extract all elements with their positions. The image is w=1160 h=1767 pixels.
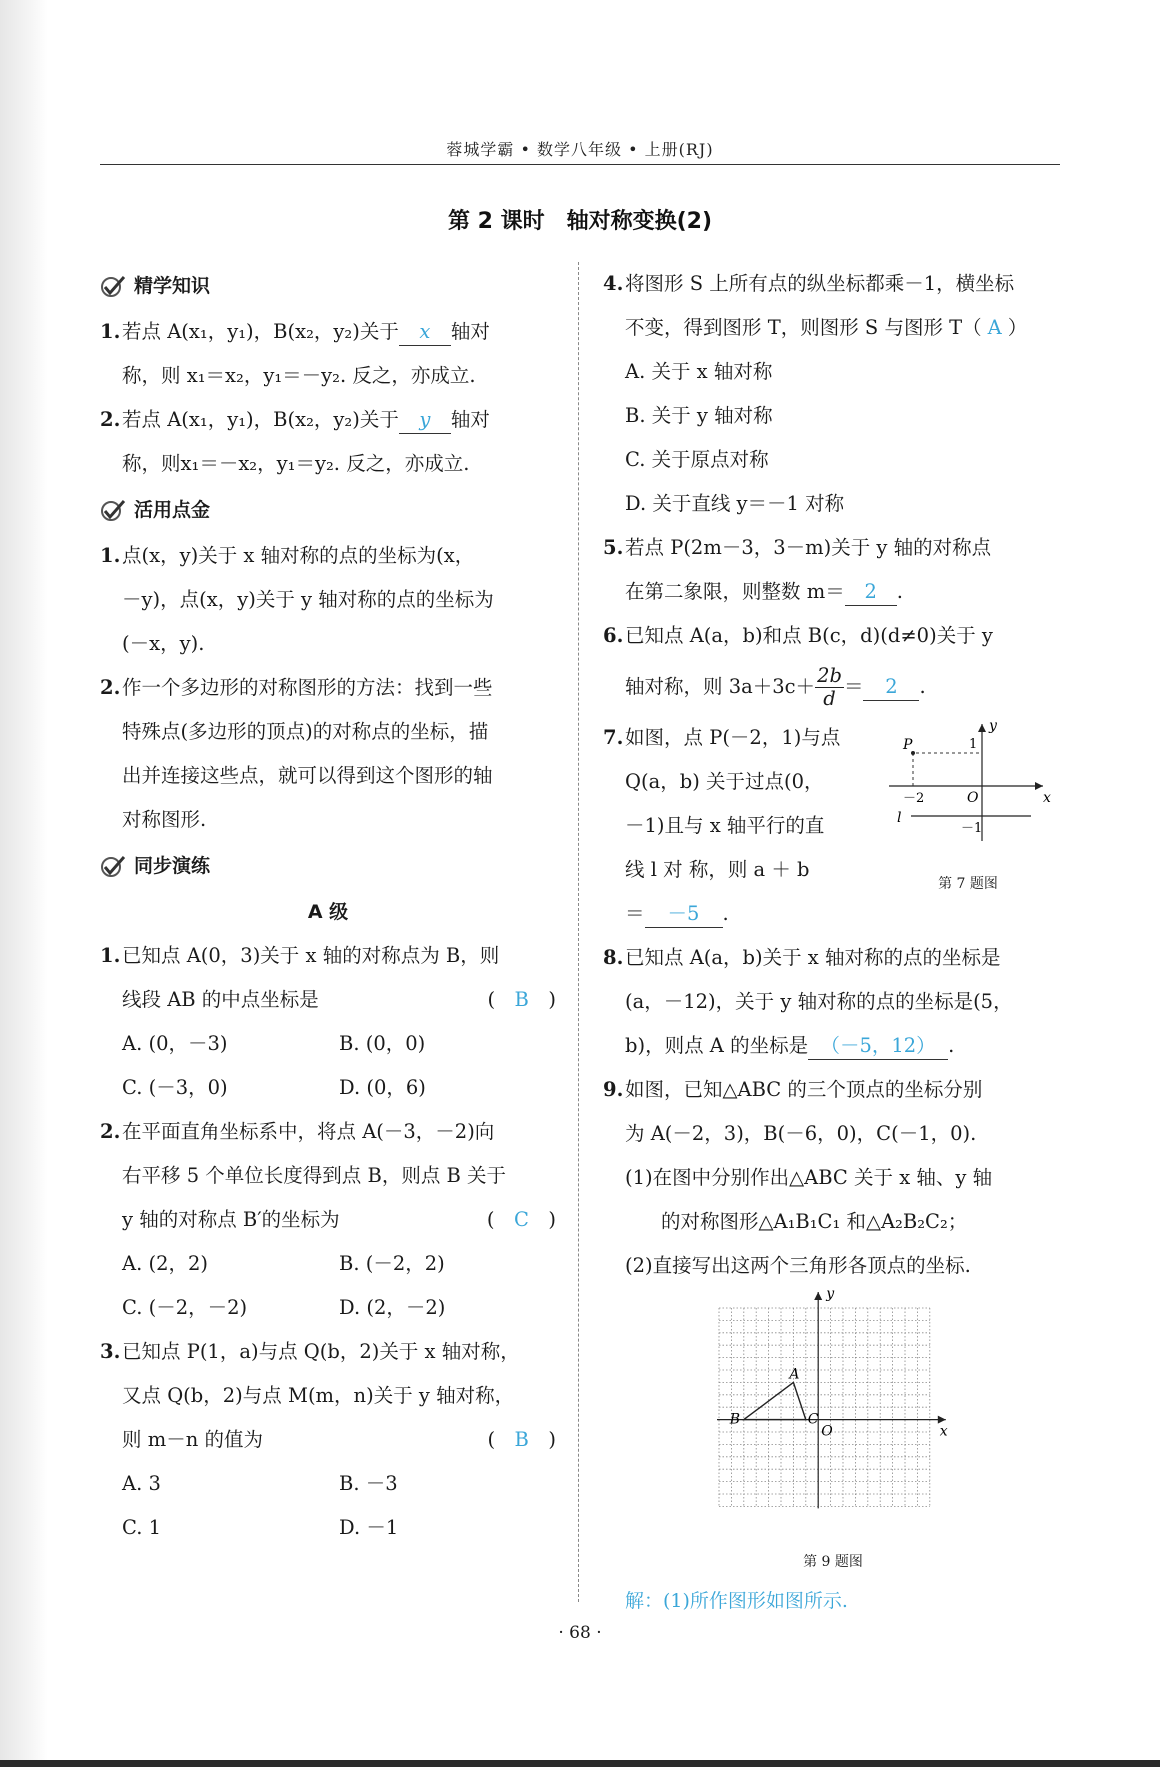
figure-q7 <box>883 716 1053 906</box>
item-number: 1. <box>100 544 121 567</box>
right-column <box>603 262 1063 1623</box>
question-text: 在第二象限，则整数 m＝ <box>625 580 845 603</box>
figure-q9 <box>603 1288 1063 1571</box>
question-text: 则 m－n 的值为 <box>122 1428 263 1451</box>
item-number: 1. <box>100 320 121 343</box>
question-text: 将图形 S 上所有点的纵坐标都乘－1，横坐标 <box>625 272 1015 295</box>
section-practice <box>100 842 556 890</box>
item-text: 特殊点(多边形的顶点)的对称点的坐标，描 <box>122 720 489 743</box>
item-number: 9. <box>603 1078 624 1101</box>
page-number: · 68 · <box>558 1623 602 1643</box>
question-7 <box>603 716 1063 936</box>
question-text: 不变，得到图形 T，则图形 S 与图形 T（ <box>625 316 982 339</box>
coordinate-figure <box>883 716 1053 846</box>
question-3 <box>100 1330 556 1462</box>
question-text: . <box>919 675 926 698</box>
options-row <box>100 1462 556 1506</box>
section-title: 同步演练 <box>134 855 211 877</box>
option: B. 关于 y 轴对称 <box>625 404 773 427</box>
checkmark-icon <box>100 498 126 522</box>
item-text: 作一个多边形的对称图形的方法：找到一些 <box>122 676 493 699</box>
option: A. 3 <box>122 1472 161 1495</box>
answer-blank: －5 <box>645 901 723 928</box>
question-text: . <box>896 580 903 603</box>
answer-blank: （－5，12） <box>808 1033 948 1060</box>
options-row <box>100 1066 556 1110</box>
question-6 <box>603 614 1063 716</box>
sub-question: 的对称图形△A₁B₁C₁ 和△A₂B₂C₂； <box>661 1210 968 1233</box>
item-number: 7. <box>603 726 624 749</box>
item-text: 轴对 <box>450 320 490 343</box>
x-axis-arrow <box>938 1416 946 1424</box>
options-row <box>100 1022 556 1066</box>
line-l-label: l <box>897 810 902 826</box>
question-text: . <box>722 902 729 925</box>
option: C. (－2，－2) <box>122 1296 248 1319</box>
question-5 <box>603 526 1063 614</box>
answer-paren: ( C ) <box>486 1208 556 1231</box>
item-text: 对称图形. <box>122 808 207 831</box>
vertex-a-label: A <box>789 1366 800 1383</box>
bottom-edge <box>0 1760 1160 1767</box>
item-text: 出并连接这些点，就可以得到这个图形的轴 <box>122 764 493 787</box>
vertex-b-label: B <box>729 1411 741 1428</box>
coordinate-grid-figure <box>713 1288 953 1538</box>
book-spine-shadow <box>0 0 48 1767</box>
option: D. －1 <box>339 1516 399 1539</box>
running-header: 蓉城学霸 • 数学八年级 • 上册(RJ) <box>446 140 714 159</box>
option: A. (2，2) <box>122 1252 209 1275</box>
choice-answer: A <box>987 316 1002 339</box>
application-item <box>100 534 556 666</box>
option: C. 1 <box>122 1516 162 1539</box>
section-title: 活用点金 <box>134 499 211 521</box>
item-text: 若点 A(x₁，y₁)，B(x₂，y₂)关于 <box>122 320 399 343</box>
knowledge-item <box>100 398 556 486</box>
option: A. 关于 x 轴对称 <box>625 360 773 383</box>
triangle-abc <box>744 1382 806 1419</box>
question-text: 已知点 A(a，b)关于 x 轴对称的点的坐标是 <box>625 946 1001 969</box>
question-text: y 轴的对称点 B′的坐标为 <box>122 1208 340 1231</box>
vertex-c-label: C <box>807 1411 819 1428</box>
origin-label: O <box>967 790 979 806</box>
level-heading: A 级 <box>307 901 349 923</box>
item-number: 2. <box>100 676 121 699</box>
item-number: 1. <box>100 944 121 967</box>
answer-blank: y <box>399 407 451 434</box>
y-axis-arrow <box>814 1292 822 1300</box>
axis-label-x: x <box>939 1423 948 1440</box>
question-text: b)，则点 A 的坐标是 <box>625 1034 809 1057</box>
option: B. －3 <box>339 1472 398 1495</box>
option: B. (－2，2) <box>339 1252 445 1275</box>
question-4 <box>603 262 1063 350</box>
item-number: 5. <box>603 536 624 559</box>
answer-paren: ( B ) <box>487 1428 556 1451</box>
option: C. (－3，0) <box>122 1076 228 1099</box>
knowledge-item <box>100 310 556 398</box>
choice-answer: C <box>513 1208 529 1231</box>
choice-answer: B <box>514 988 529 1011</box>
options-row <box>100 1286 556 1330</box>
item-text: 称，则 x₁＝x₂，y₁＝－y₂. 反之，亦成立. <box>122 364 476 387</box>
question-text: 右平移 5 个单位长度得到点 B，则点 B 关于 <box>122 1164 507 1187</box>
item-text: 轴对 <box>450 408 490 431</box>
question-text: －1)且与 x 轴平行的直 <box>625 814 825 837</box>
question-text: ＝ <box>843 675 864 698</box>
item-number: 3. <box>100 1340 121 1363</box>
axis-label-x: x <box>1043 790 1051 806</box>
origin-label: O <box>821 1423 833 1440</box>
checkmark-icon <box>100 854 126 878</box>
checkmark-icon <box>100 274 126 298</box>
item-text: 称，则x₁＝－x₂，y₁＝y₂. 反之，亦成立. <box>122 452 470 475</box>
question-text: 又点 Q(b，2)与点 M(m，n)关于 y 轴对称， <box>122 1384 515 1407</box>
question-text: Q(a，b) 关于过点(0， <box>625 770 824 793</box>
question-text: ） <box>1007 316 1028 339</box>
choice-answer: B <box>514 1428 529 1451</box>
figure-caption: 第 7 题图 <box>938 876 998 892</box>
answer-blank: 2 <box>845 579 897 606</box>
question-text: 已知点 A(0，3)关于 x 轴的对称点为 B，则 <box>122 944 500 967</box>
solution-text: 解：(1)所作图形如图所示. <box>625 1590 848 1612</box>
item-number: 4. <box>603 272 624 295</box>
question-text: 线段 AB 的中点坐标是 <box>122 988 319 1011</box>
section-title: 精学知识 <box>134 275 211 297</box>
question-text: . <box>948 1034 955 1057</box>
option: B. (0，0) <box>339 1032 426 1055</box>
tick-label: －2 <box>903 791 925 806</box>
item-number: 2. <box>100 1120 121 1143</box>
sub-question: (2)直接写出这两个三角形各顶点的坐标. <box>625 1254 971 1277</box>
question-8 <box>603 936 1063 1068</box>
answer-blank: 2 <box>863 674 919 701</box>
item-number: 6. <box>603 624 624 647</box>
item-text: (－x，y). <box>122 632 205 655</box>
point-p-label: P <box>903 737 913 753</box>
column-divider <box>578 262 579 1602</box>
option: D. (2，－2) <box>339 1296 446 1319</box>
question-text: 若点 P(2m－3，3－m)关于 y 轴的对称点 <box>625 536 992 559</box>
item-number: 8. <box>603 946 624 969</box>
question-text: ＝ <box>625 902 645 925</box>
option: A. (0，－3) <box>122 1032 228 1055</box>
option: C. 关于原点对称 <box>625 448 769 471</box>
question-text: 在平面直角坐标系中，将点 A(－3，－2)向 <box>122 1120 495 1143</box>
question-text: 轴对称，则 3a＋3c＋ <box>625 675 816 698</box>
application-item <box>100 666 556 842</box>
figure-caption: 第 9 题图 <box>803 1554 863 1570</box>
answer-blank: x <box>399 319 451 346</box>
lesson-title: 第 2 课时 轴对称变换(2) <box>447 209 713 234</box>
item-number: 2. <box>100 408 121 431</box>
fraction <box>815 665 844 710</box>
question-text: 已知点 P(1，a)与点 Q(b，2)关于 x 轴对称， <box>122 1340 520 1363</box>
sub-question: (1)在图中分别作出△ABC 关于 x 轴、y 轴 <box>625 1166 993 1189</box>
question-text: 线 l 对 称，则 a ＋ b <box>625 858 810 881</box>
fraction-numerator: 2b <box>817 664 842 687</box>
section-knowledge <box>100 262 556 310</box>
tick-label: －1 <box>961 821 983 836</box>
item-text: －y)，点(x，y)关于 y 轴对称的点的坐标为 <box>122 588 494 611</box>
question-1 <box>100 934 556 1022</box>
tick-label: 1 <box>969 737 978 752</box>
question-9 <box>603 1068 1063 1156</box>
answer-paren: ( B ) <box>487 988 556 1011</box>
question-2 <box>100 1110 556 1242</box>
question-text: 为 A(－2，3)，B(－6，0)，C(－1，0). <box>625 1122 977 1145</box>
question-text: 如图，已知△ABC 的三个顶点的坐标分别 <box>625 1078 983 1101</box>
question-text: (a，－12)，关于 y 轴对称的点的坐标是(5， <box>625 990 1013 1013</box>
options-row <box>100 1506 556 1550</box>
question-text: 已知点 A(a，b)和点 B(c，d)(d≠0)关于 y <box>625 624 993 647</box>
options-row <box>100 1242 556 1286</box>
axis-label-y: y <box>989 718 997 734</box>
item-text: 点(x，y)关于 x 轴对称的点的坐标为(x， <box>122 544 475 567</box>
question-text: 如图，点 P(－2，1)与点 <box>625 726 841 749</box>
header-rule <box>100 164 1060 165</box>
item-text: 若点 A(x₁，y₁)，B(x₂，y₂)关于 <box>122 408 399 431</box>
fraction-denominator: d <box>823 687 836 710</box>
option: D. 关于直线 y＝－1 对称 <box>625 492 845 515</box>
option: D. (0，6) <box>339 1076 426 1099</box>
axis-label-y: y <box>826 1288 835 1302</box>
left-column <box>100 262 556 1550</box>
section-application <box>100 486 556 534</box>
